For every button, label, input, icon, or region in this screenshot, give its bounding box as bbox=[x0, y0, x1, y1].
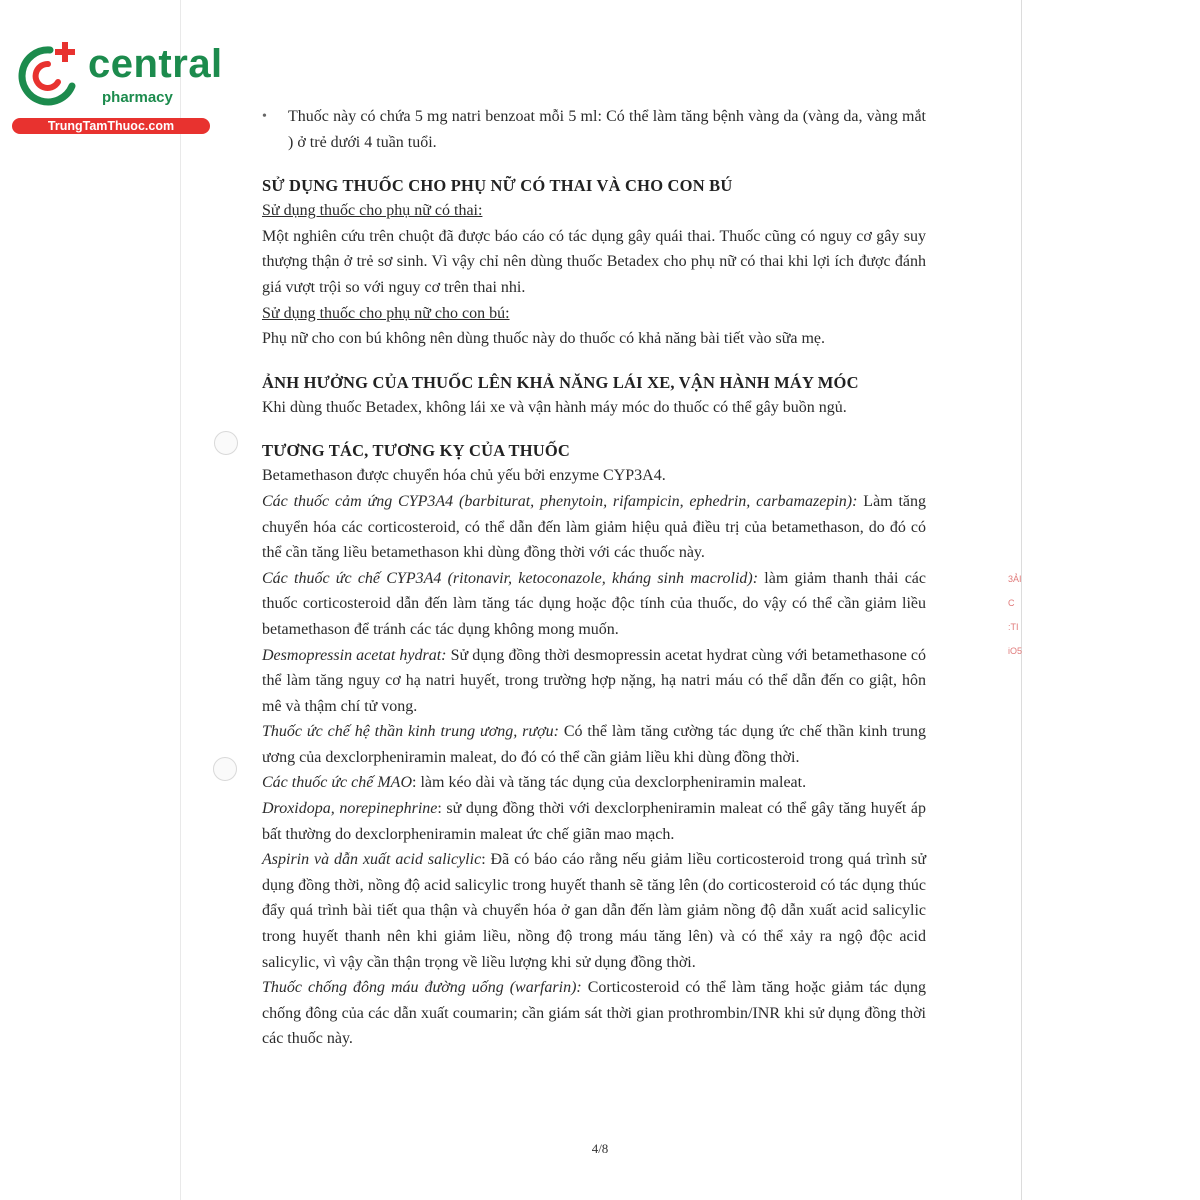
interaction-item bbox=[262, 770, 926, 796]
logo-url[interactable]: TrungTamThuoc.com bbox=[12, 118, 210, 134]
interaction-term: Các thuốc ức chế CYP3A4 (ritonavir, ketoconazole, kháng sinh macrolid): bbox=[262, 569, 759, 587]
interaction-item bbox=[262, 719, 926, 770]
interaction-term: Thuốc ức chế hệ thần kinh trung ương, rượu: bbox=[262, 723, 559, 741]
central-pharmacy-logo[interactable] bbox=[10, 38, 223, 138]
interaction-text: Làm tăng chuyển hóa các corticosteroid, có thể dẫn đến làm giảm hiệu quả điều trị của betamethason, do đó có thể cần tăng liều betamethason khi dùng đồng thời với các thuốc này. bbox=[262, 492, 926, 562]
paragraph-interactions-intro: Betamethason được chuyển hóa chủ yếu bởi enzyme CYP3A4. bbox=[262, 467, 666, 485]
paragraph-pregnant: Một nghiên cứu trên chuột đã được báo cáo có tác dụng gây quái thai. Thuốc cũng có nguy cơ gây suy thượng thận ở trẻ sơ sinh. Vì vậy chỉ nên dùng thuốc Betadex cho phụ nữ có thai khi lợi ích được đánh giá vượt trội so với nguy cơ trên thai nhi. bbox=[262, 227, 926, 296]
interaction-term: Các thuốc cảm ứng CYP3A4 (barbiturat, phenytoin, rifampicin, ephedrin, carbamazepin): bbox=[262, 492, 858, 510]
interaction-text: làm giảm thanh thải các thuốc corticosteroid dẫn đến làm tăng tác dụng hoặc độc tính của thuốc, do vậy có thể cần giảm liều betamethason để tránh các tác dụng không mong muốn. bbox=[262, 569, 927, 638]
section-heading-driving: ẢNH HƯỞNG CỦA THUỐC LÊN KHẢ NĂNG LÁI XE, VẬN HÀNH MÁY MÓC bbox=[262, 372, 859, 392]
subheading-pregnant: Sử dụng thuốc cho phụ nữ có thai: bbox=[262, 202, 483, 220]
interaction-text: : sử dụng đồng thời với dexclorpheniramin maleat có thể gây tăng huyết áp bất thường do dexclorpheniramin maleat ức chế giãn mao mạch. bbox=[262, 800, 926, 843]
interaction-term: Desmopressin acetat hydrat: bbox=[262, 646, 447, 664]
list-item bbox=[262, 104, 926, 155]
interaction-item bbox=[262, 643, 926, 720]
subheading-breastfeeding: Sử dụng thuốc cho phụ nữ cho con bú: bbox=[262, 304, 510, 322]
paragraph-breastfeeding: Phụ nữ cho con bú không nên dùng thuốc này do thuốc có khả năng bài tiết vào sữa mẹ. bbox=[262, 330, 826, 348]
bullet-text: • Thuốc này có chứa 5 mg natri benzoat mỗi 5 ml: Có thể làm tăng bệnh vàng da (vàng da, vàng mắt ) ở trẻ dưới 4 tuần tuổi. bbox=[288, 108, 926, 151]
interaction-item bbox=[262, 566, 926, 643]
logo-brand: central bbox=[88, 42, 223, 86]
logo-mark-icon bbox=[10, 38, 82, 110]
section-heading-pregnancy: SỬ DỤNG THUỐC CHO PHỤ NỮ CÓ THAI VÀ CHO CON BÚ bbox=[262, 176, 733, 196]
section-heading-interactions: TƯƠNG TÁC, TƯƠNG KỴ CỦA THUỐC bbox=[262, 441, 571, 461]
interaction-text: : làm kéo dài và tăng tác dụng của dexclorpheniramin maleat. bbox=[412, 774, 807, 792]
interaction-text: : Đã có báo cáo rằng nếu giảm liều corticosteroid trong quá trình sử dụng đồng thời, nồng độ acid salicylic trong huyết thanh sẽ tăng lên (do corticosteroid có tác dụng thúc đẩy quá trình bài tiết qua thận và chuyển hóa ở gan dẫn đến làm giảm nồng độ dẫn xuất acid salicylic trong huyết thanh nên khi giảm liều, nồng độ trong máu tăng lên) và có thể xảy ra ngộ độc acid salicylic, vì vậy cần thận trọng về liều lượng khi sử dụng đồng thời. bbox=[262, 851, 927, 971]
interaction-item bbox=[262, 489, 926, 566]
interaction-item bbox=[262, 847, 926, 975]
stamp-fragment: 3ẢI C :TI iO5 bbox=[1008, 574, 1023, 656]
interaction-text: Có thể làm tăng cường tác dụng ức chế thần kinh trung ương của dexclorpheniramin maleat, do đó có thể cần giảm liều khi dùng đồng thời. bbox=[262, 723, 926, 766]
interaction-item bbox=[262, 975, 926, 1052]
interaction-text: Sử dụng đồng thời desmopressin acetat hydrat cùng với betamethasone có thể làm tăng nguy cơ hạ natri huyết, trong trường hợp nặng, hạ natri máu có thể dẫn đến co giật, hôn mê và thậm chí tử vong. bbox=[262, 646, 927, 715]
interaction-term: Các thuốc ức chế MAO bbox=[262, 774, 413, 792]
logo-sub: pharmacy bbox=[102, 89, 173, 106]
interaction-term: Droxidopa, norepinephrine bbox=[262, 800, 438, 818]
interaction-term: Thuốc chống đông máu đường uống (warfarin): bbox=[262, 979, 582, 997]
interaction-text: Corticosteroid có thể làm tăng hoặc giảm tác dụng chống đông của các dẫn xuất coumarin; cần giám sát thời gian prothrombin/INR khi sử dụng đồng thời các thuốc này. bbox=[262, 979, 927, 1048]
interaction-term: Aspirin và dẫn xuất acid salicylic bbox=[262, 851, 482, 869]
punch-hole bbox=[213, 757, 237, 781]
paragraph-driving: Khi dùng thuốc Betadex, không lái xe và vận hành máy móc do thuốc có thể gây buồn ngủ. bbox=[262, 398, 847, 416]
interaction-item bbox=[262, 796, 926, 847]
document-body bbox=[262, 104, 926, 1052]
punch-hole bbox=[214, 431, 238, 455]
page-number: 4/8 bbox=[591, 1141, 609, 1156]
